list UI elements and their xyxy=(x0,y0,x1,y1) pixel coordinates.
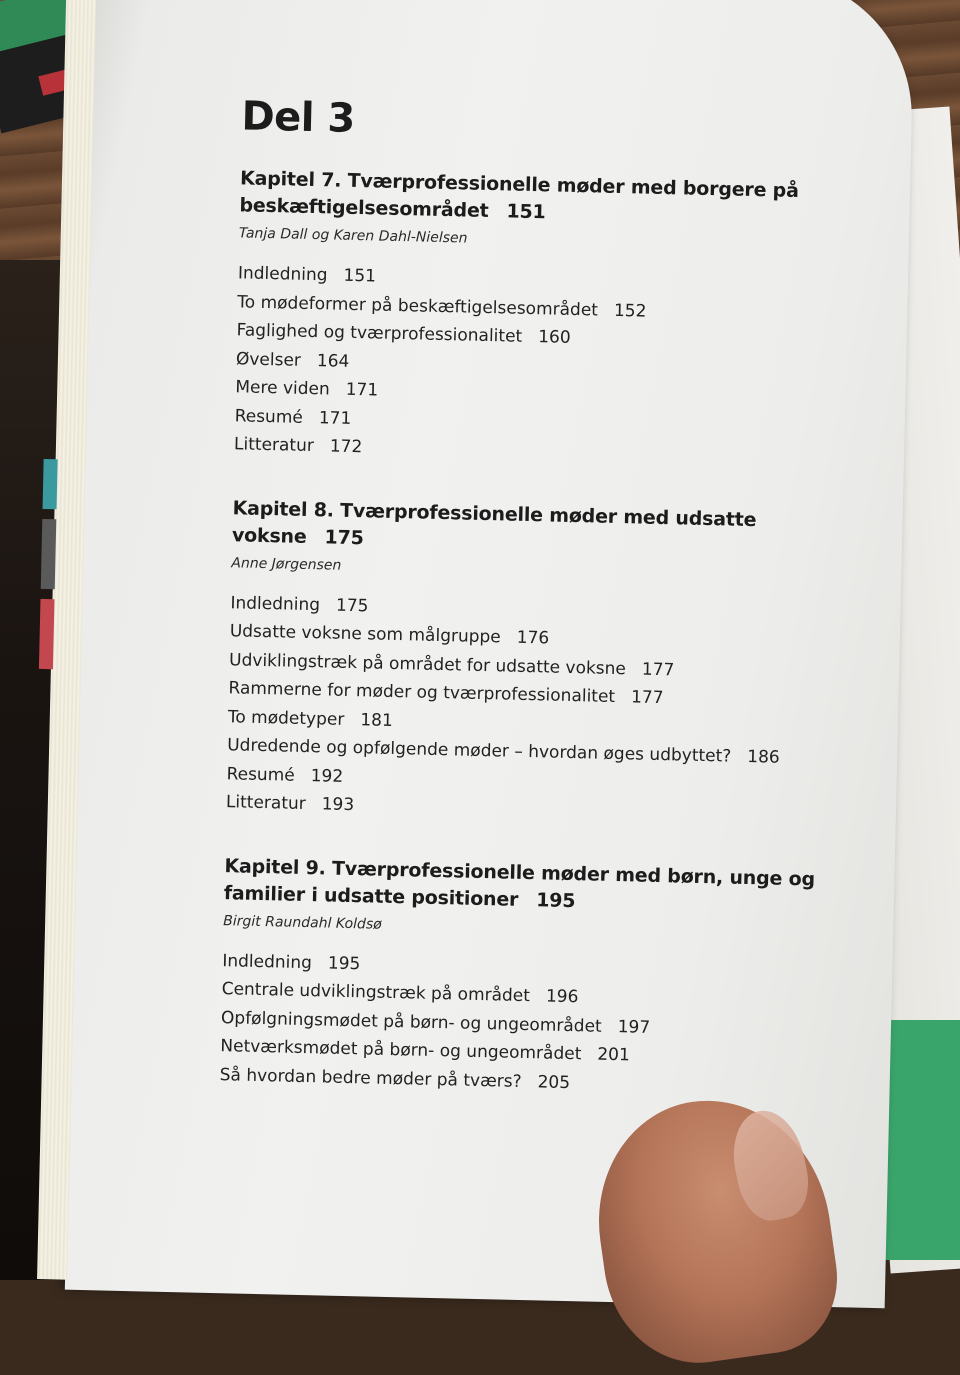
chapter-title-line: familier i udsatte positioner xyxy=(223,881,519,911)
section-page-number: 205 xyxy=(537,1071,571,1093)
section-label: Udviklingstræk på området for udsatte voksne xyxy=(228,649,627,679)
chapter-author: Anne Jørgensen xyxy=(231,554,342,574)
section-label: Litteratur xyxy=(225,792,306,814)
chapter-title xyxy=(232,495,853,563)
section-label: Centrale udviklingstræk på området xyxy=(221,979,531,1007)
section-label: Opfølgningsmødet på børn- og ungeområdet xyxy=(220,1007,602,1037)
section-label: Resumé xyxy=(234,405,304,428)
section-label: Udredende og opfølgende møder – hvordan øges udbyttet? xyxy=(226,735,732,767)
section-page-number: 177 xyxy=(641,659,675,680)
chapter-title-line: Kapitel 7. Tværprofessionelle møder med borgere på xyxy=(239,167,799,203)
table-of-contents xyxy=(219,93,862,1139)
chapter-title-line: beskæftigelsesområdet xyxy=(239,194,489,222)
section-label: Rammerne for møder og tværprofessionalitet xyxy=(228,678,616,707)
section-list xyxy=(226,589,851,831)
chapter-title xyxy=(224,853,845,921)
section-page-number: 172 xyxy=(329,436,363,458)
chapter-page-number: 151 xyxy=(506,200,546,224)
section-page-number: 171 xyxy=(345,379,379,401)
chapter-title-line: Kapitel 9. Tværprofessionelle møder med børn, unge og xyxy=(224,854,816,891)
section-page-number: 197 xyxy=(617,1016,651,1038)
section-page-number: 171 xyxy=(318,407,352,429)
section-page-number: 196 xyxy=(545,986,579,1008)
section-label: To mødetyper xyxy=(227,706,345,730)
section-label: Indledning xyxy=(230,592,321,615)
section-label: Udsatte voksne som målgruppe xyxy=(229,621,501,648)
section-page-number: 192 xyxy=(310,765,344,787)
cover-stripe xyxy=(41,519,57,589)
section-label: Netværksmødet på børn- og ungeområdet xyxy=(220,1036,582,1065)
section-page-number: 193 xyxy=(321,794,355,816)
cover-stripe xyxy=(43,459,58,509)
chapter-entry xyxy=(234,165,860,472)
section-page-number: 160 xyxy=(537,327,571,348)
section-label: Litteratur xyxy=(233,434,315,457)
section-label: Indledning xyxy=(237,263,328,286)
part-title: Del 3 xyxy=(240,93,356,142)
chapter-author: Birgit Raundahl Koldsø xyxy=(223,912,382,933)
chapter-entry xyxy=(219,853,844,1104)
section-list xyxy=(219,947,842,1104)
chapter-page-number: 195 xyxy=(535,888,576,912)
section-page-number: 201 xyxy=(597,1044,631,1066)
section-page-number: 181 xyxy=(360,709,393,731)
chapter-page-number: 175 xyxy=(324,525,364,549)
book-page xyxy=(65,0,915,1308)
chapter-author: Tanja Dall og Karen Dahl-Nielsen xyxy=(238,225,468,247)
section-label: Mere viden xyxy=(235,377,330,400)
section-page-number: 151 xyxy=(343,265,377,287)
section-page-number: 152 xyxy=(613,300,647,322)
chapter-entry xyxy=(226,495,853,831)
section-label: To mødeformer på beskæftigelsesområdet xyxy=(237,291,599,320)
cover-stripe xyxy=(39,599,55,669)
section-label: Indledning xyxy=(222,950,313,973)
section-label: Så hvordan bedre møder på tværs? xyxy=(219,1064,522,1092)
section-page-number: 175 xyxy=(335,595,369,616)
section-page-number: 195 xyxy=(327,953,361,974)
chapter-title-line: Kapitel 8. Tværprofessionelle møder med udsatte voksne xyxy=(231,496,757,548)
section-list xyxy=(234,259,858,473)
section-label: Faglighed og tværprofessionalitet xyxy=(236,320,523,347)
section-page-number: 176 xyxy=(516,627,550,649)
section-label: Resumé xyxy=(226,763,295,786)
section-page-number: 186 xyxy=(747,747,780,768)
section-page-number: 164 xyxy=(316,350,350,372)
chapter-title xyxy=(239,165,860,233)
section-label: Øvelser xyxy=(235,348,302,371)
section-page-number: 177 xyxy=(630,687,664,709)
